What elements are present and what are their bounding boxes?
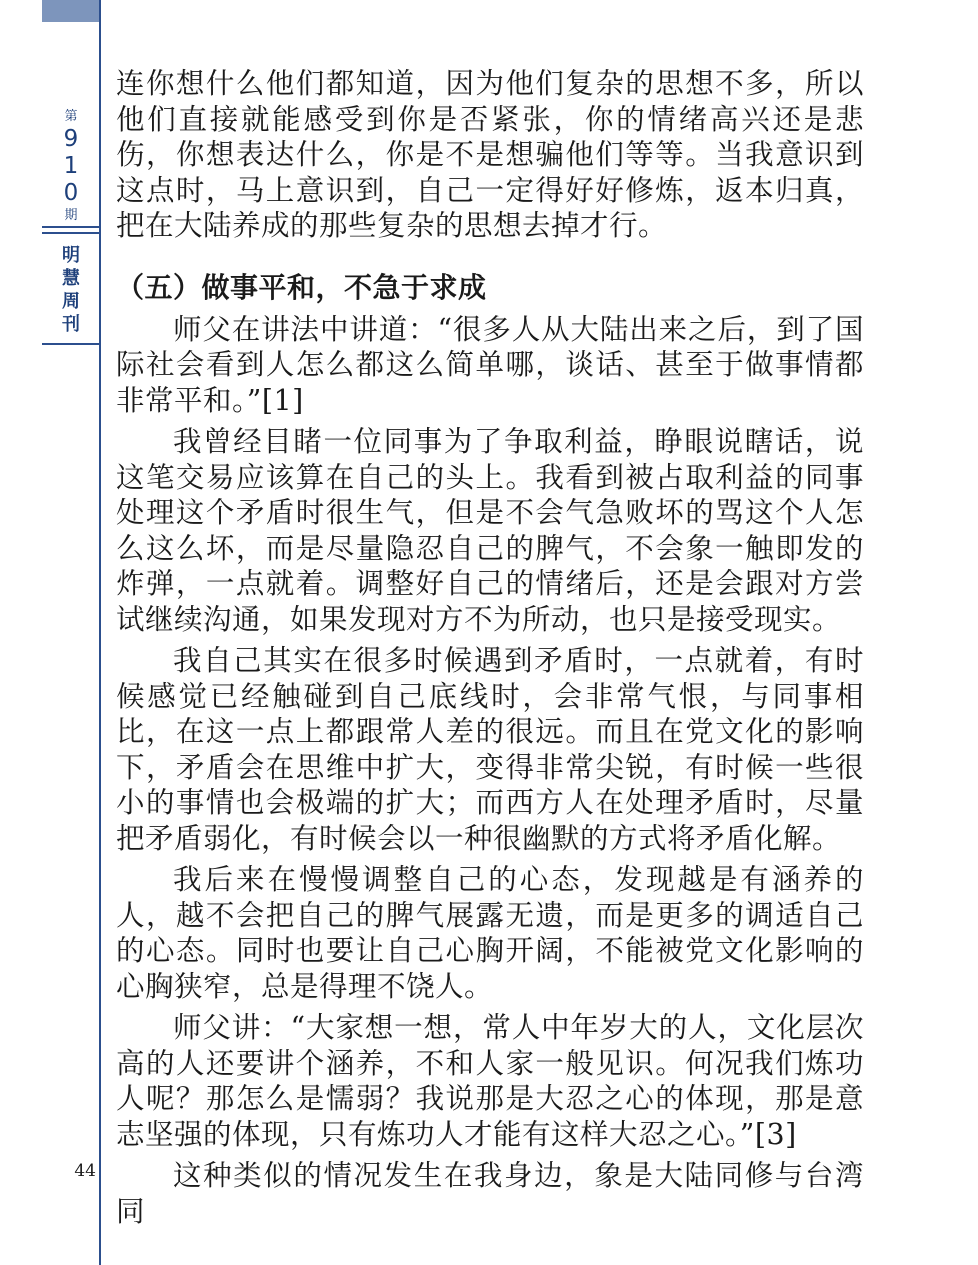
journal-char: 慧	[62, 268, 80, 289]
sidebar-separator	[42, 343, 100, 345]
article-body	[116, 66, 864, 1229]
sidebar	[0, 0, 100, 1265]
paragraph: 我曾经目睹一位同事为了争取利益，睁眼说瞎话，说这笔交易应该算在自己的头上。我看到被占取利益的同事处理这个矛盾时很生气，但是不会气急败坏的骂这个人怎么这么坏，而是尽量隐忍自己的脾气，不会象一触即发的炸弹，一点就着。调整好自己的情绪后，还是会跟对方尝试继续沟通，如果发现对方不为所动，也只是接受现实。	[116, 425, 864, 636]
journal-name	[42, 244, 100, 336]
section-heading: （五）做事平和，不急于求成	[116, 270, 487, 304]
journal-char: 周	[62, 291, 80, 312]
issue-suffix: 期	[64, 208, 78, 223]
journal-char: 刊	[62, 314, 80, 335]
issue-prefix: 第	[64, 109, 78, 124]
paragraph: 师父在讲法中讲道：“很多人从大陆出来之后，到了国际社会看到人怎么都这么简单哪，谈话、甚至于做事情都非常平和。”[1]	[116, 312, 864, 417]
journal-char: 明	[62, 245, 80, 266]
sidebar-separator	[42, 226, 100, 228]
paragraph: 这种类似的情况发生在我身边，象是大陆同修与台湾同	[116, 1159, 864, 1228]
sidebar-top-bar	[42, 0, 100, 22]
issue-digit: 0	[63, 180, 79, 206]
paragraph: 师父讲：“大家想一想，常人中年岁大的人，文化层次高的人还要讲个涵养，不和人家一般见识。何况我们炼功人呢？那怎么是懦弱？我说那是大忍之心的体现，那是意志坚强的体现，只有炼功人才能有这样大忍之心。”[3]	[116, 1011, 864, 1151]
sidebar-separator	[42, 232, 100, 234]
issue-digit: 1	[63, 153, 79, 179]
page-number: 44	[74, 1161, 96, 1181]
paragraph: 我后来在慢慢调整自己的心态，发现越是有涵养的人，越不会把自己的脾气展露无遗，而是更多的调适自己的心态。同时也要让自己心胸开阔，不能被党文化影响的心胸狭窄，总是得理不饶人。	[116, 863, 864, 1003]
paragraph: 我自己其实在很多时候遇到矛盾时，一点就着，有时候感觉已经触碰到自己底线时，会非常气恨，与同事相比，在这一点上都跟常人差的很远。而且在党文化的影响下，矛盾会在思维中扩大，变得非常尖锐，有时候一些很小的事情也会极端的扩大；而西方人在处理矛盾时，尽量把矛盾弱化，有时候会以一种很幽默的方式将矛盾化解。	[116, 644, 864, 855]
issue-digit: 9	[63, 126, 79, 152]
paragraph: 连你想什么他们都知道，因为他们复杂的思想不多，所以他们直接就能感受到你是否紧张，你的情绪高兴还是悲伤，你想表达什么，你是不是想骗他们等等。当我意识到这点时，马上意识到，自己一定得好好修炼，返本归真，把在大陆养成的那些复杂的思想去掉才行。	[116, 67, 864, 242]
issue-number	[42, 108, 100, 225]
